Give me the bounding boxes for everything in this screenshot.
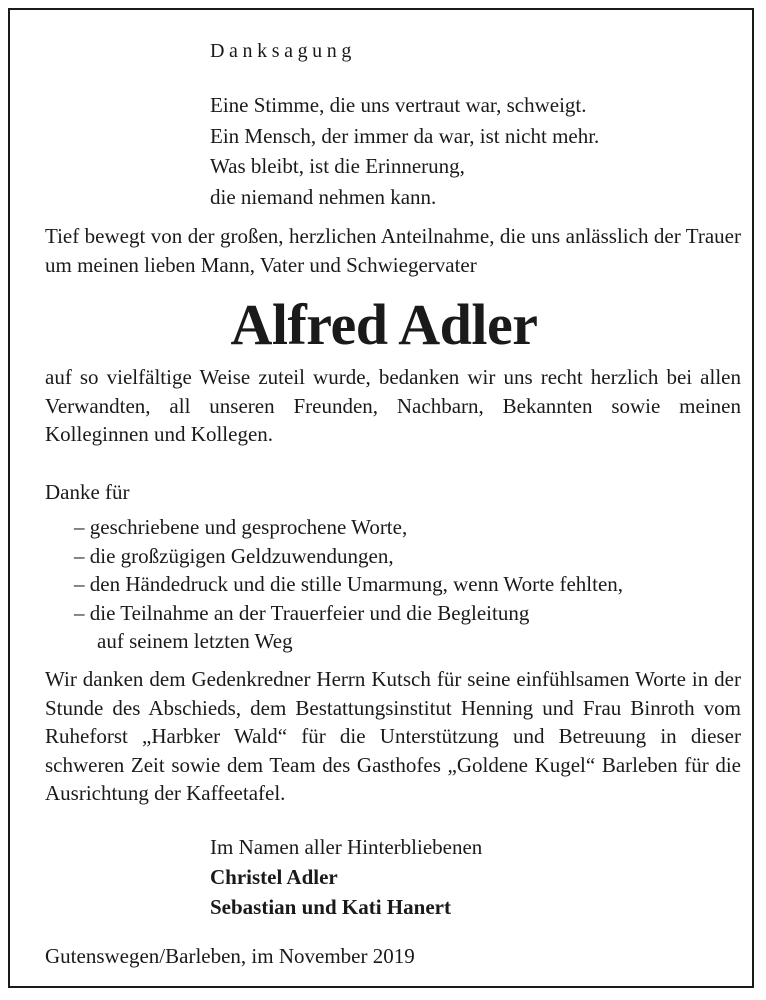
list-item-continuation: auf seinem letzten Weg — [97, 629, 293, 653]
signature-block — [210, 832, 482, 922]
danke-list — [74, 513, 623, 656]
thanks-paragraph: auf so vielfältige Weise zuteil wurde, bedanken wir uns recht herzlich bei allen Verwandten, all unseren Freunden, Nachbarn, Bekannten sowie meinen Kolleginnen und Kollegen. — [45, 365, 741, 446]
list-item: – den Händedruck und die stille Umarmung, wenn Worte fehlten, — [74, 572, 624, 596]
list-item: – die großzügigen Geldzuwendungen, — [74, 543, 394, 568]
list-item: – die Teilnahme an der Trauerfeier und die Begleitung — [74, 600, 530, 625]
notice-frame — [8, 8, 754, 988]
poem — [210, 90, 599, 212]
signature-name: Sebastian und Kati Hanert — [210, 895, 451, 919]
intro-paragraph: Tief bewegt von der großen, herzlichen Anteilnahme, die uns anlässlich der Trauer um meinen lieben Mann, Vater und Schwiegervater — [45, 224, 741, 277]
poem-line: Was bleibt, ist die Erinnerung, — [210, 154, 465, 178]
poem-line: die niemand nehmen kann. — [210, 184, 437, 209]
danke-label: Danke für — [45, 480, 130, 504]
poem-line: Eine Stimme, die uns vertraut war, schweigt. — [210, 93, 587, 117]
closing-paragraph: Wir danken dem Gedenkredner Herrn Kutsch für seine einfühlsamen Worte in der Stunde des Abschieds, dem Bestattungsinstitut Henning und Frau Binroth vom Ruheforst „Harbker Wald“ für die Unterstützung und Betreuung in dieser schweren Zeit sowie dem Team des Gasthofes „Goldene Kugel“ Barleben für die Ausrichtung der Kaffeetafel. — [45, 667, 741, 805]
heading: Danksagung — [210, 40, 356, 62]
poem-line: Ein Mensch, der immer da war, ist nicht mehr. — [210, 123, 600, 148]
signature-name: Christel Adler — [210, 865, 338, 889]
list-item: – geschriebene und gesprochene Worte, — [74, 515, 408, 539]
deceased-name: Alfred Adler — [230, 292, 538, 357]
place-date: Gutenswegen/Barleben, im November 2019 — [45, 944, 415, 968]
signature-line: Im Namen aller Hinterbliebenen — [210, 835, 483, 859]
